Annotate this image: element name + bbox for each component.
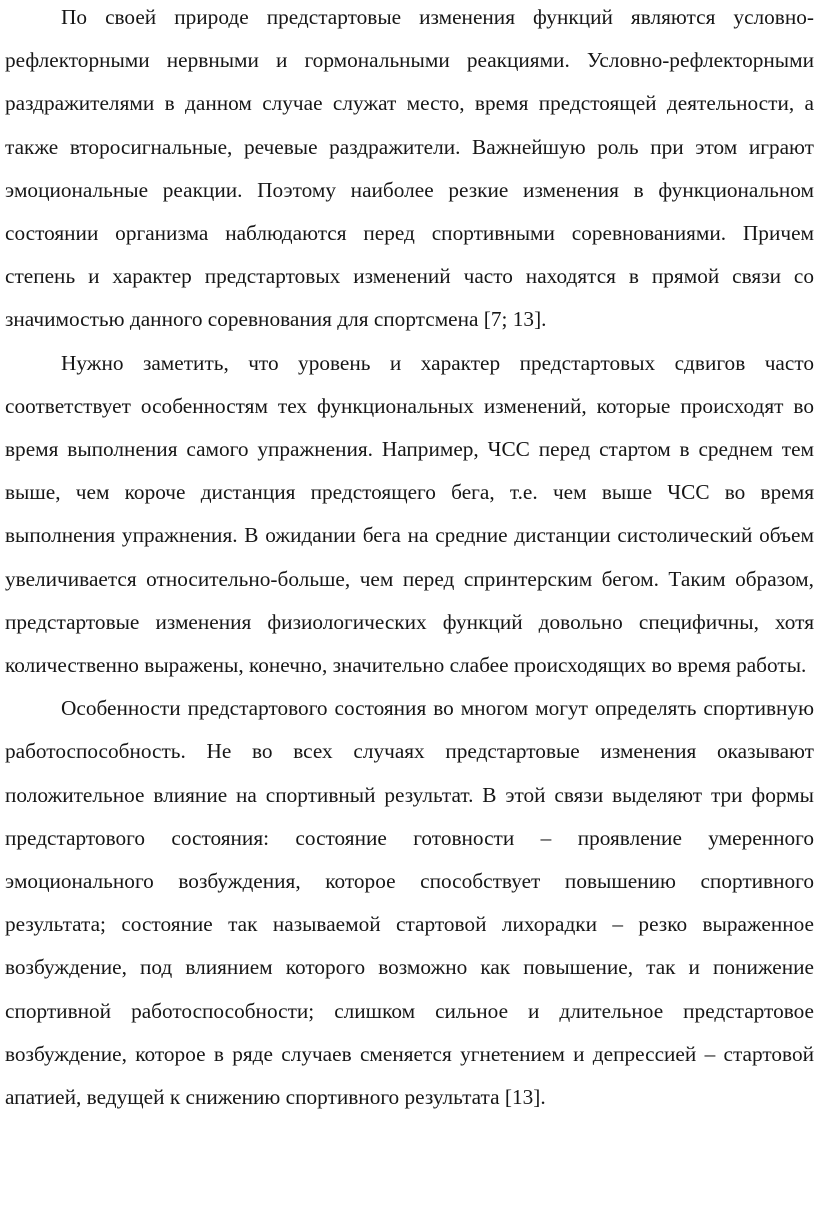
paragraph-prestart-shifts: Нужно заметить, что уровень и характер предстартовых сдвигов часто соответствует особенностям тех функциональных изменений, которые происходят во время выполнения самого упражнения. Например, ЧСС перед стартом в среднем тем выше, чем короче дистанция предстоящего бега, т.е. чем выше ЧСС во время выполнения упражнения. В ожидании бега на средние дистанции систолический объем увеличивается относительно-больше, чем перед спринтерским бегом. Таким образом, предстартовые изменения физиологических функций довольно специфичны, хотя количественно выражены, конечно, значительно слабее происходящих во время работы. (5, 350, 814, 678)
paragraph-prestart-nature: По своей природе предстартовые изменения функций являются условно-рефлекторными нервными и гормональными реакциями. Условно-рефлекторными раздражителями в данном случае служат место, время предстоящей деятельности, а также второсигнальные, речевые раздражители. Важнейшую роль при этом играют эмоциональные реакции. Поэтому наиболее резкие изменения в функциональном состоянии организма наблюдаются перед спортивными соревнованиями. Причем степень и характер предстартовых изменений часто находятся в прямой связи со значимостью данного соревнования для спортсмена [7; 13]. (5, 5, 814, 332)
paragraph-prestart-forms: Особенности предстартового состояния во многом могут определять спортивную работоспособность. Не во всех случаях предстартовые изменения оказывают положительное влияние на спортивный результат. В этой связи выделяют три формы предстартового состояния: состояние готовности – проявление умеренного эмоционального возбуждения, которое способствует повышению спортивного результата; состояние так называемой стартовой лихорадки – резко выраженное возбуждение, под влиянием которого возможно как повышение, так и понижение спортивной работоспособности; слишком сильное и длительное предстартовое возбуждение, которое в ряде случаев сменяется угнетением и депрессией – стартовой апатией, ведущей к снижению спортивного результата [13]. (5, 696, 814, 1110)
